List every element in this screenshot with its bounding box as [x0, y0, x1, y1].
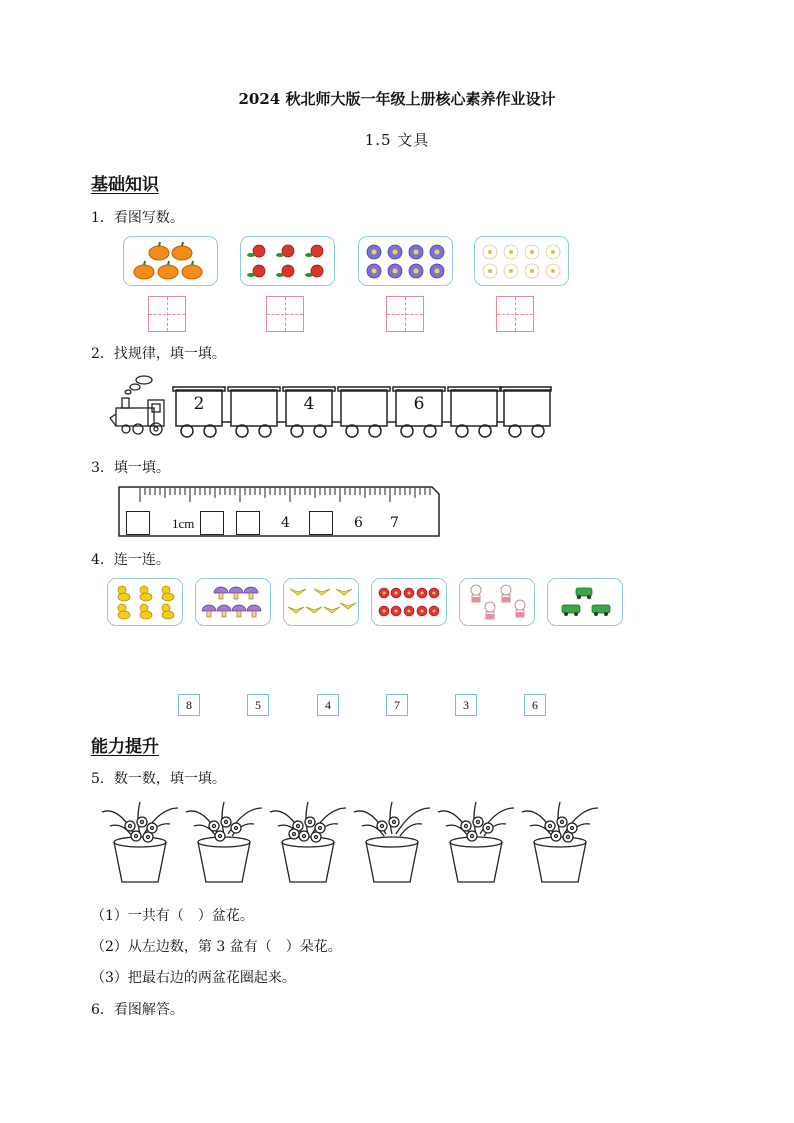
ruler-blank-2[interactable] [200, 511, 224, 535]
question-6-label: 6．看图解答。 [91, 1002, 184, 1018]
rose-icon [241, 237, 334, 285]
match-number-3[interactable]: 4 [317, 694, 339, 716]
ruler-unit-label: 1cm [172, 516, 195, 531]
flower-pot-4 [354, 802, 430, 882]
match-number-2[interactable]: 5 [247, 694, 269, 716]
picture-kittens [459, 578, 535, 626]
match-number-1[interactable]: 8 [178, 694, 200, 716]
question-5-sub-2: （2）从左边数，第 3 盆有（ ）朵花。 [91, 939, 342, 955]
ruler-number-7: 7 [390, 515, 399, 531]
flower-pot-5 [438, 802, 514, 882]
picture-cars [547, 578, 623, 626]
picture-ducks [107, 578, 183, 626]
bird-icon [284, 579, 358, 625]
ruler-blank-0[interactable] [126, 511, 150, 535]
match-number-4[interactable]: 7 [386, 694, 408, 716]
flower-pot-1 [102, 802, 178, 882]
ruler-number-4: 4 [281, 515, 290, 531]
picture-pumpkins [123, 236, 218, 286]
picture-birds [283, 578, 359, 626]
ruler-number-6: 6 [354, 515, 363, 531]
page-subtitle: 1.5 文具 [364, 131, 430, 149]
pumpkin-icon [124, 237, 217, 285]
question-4-label: 4．连一连。 [91, 552, 170, 568]
kitten-icon [460, 579, 534, 625]
answer-grid-2[interactable] [266, 296, 304, 332]
picture-red-flowers [371, 578, 447, 626]
section-basic: 基础知识 [91, 175, 159, 195]
question-5-sub-3: （3）把最右边的两盆花圈起来。 [91, 970, 296, 986]
question-1-label: 1．看图写数。 [91, 210, 184, 226]
answer-grid-4[interactable] [496, 296, 534, 332]
duck-icon [108, 579, 182, 625]
toy-car-icon [548, 579, 622, 625]
match-number-5[interactable]: 3 [455, 694, 477, 716]
page-title: 2024 秋北师大版一年级上册核心素养作业设计 [238, 90, 556, 108]
question-5-label: 5．数一数，填一填。 [91, 771, 226, 787]
section-ability: 能力提升 [91, 737, 159, 757]
flower-pot-6 [522, 802, 598, 882]
picture-purple-flowers [358, 236, 453, 286]
question-2-label: 2．找规律，填一填。 [91, 346, 226, 362]
flower-pots [92, 800, 602, 888]
mushroom-icon [196, 579, 270, 625]
question-3-label: 3．填一填。 [91, 460, 170, 476]
picture-mushrooms [195, 578, 271, 626]
question-5-sub-1: （1）一共有（ ）盆花。 [91, 908, 254, 924]
flower-pot-2 [186, 802, 262, 882]
answer-grid-3[interactable] [386, 296, 424, 332]
match-number-6[interactable]: 6 [524, 694, 546, 716]
locomotive-icon [108, 374, 176, 436]
red-flower-icon [372, 579, 446, 625]
flower-pot-3 [270, 802, 346, 882]
train-car-3-number: 4 [303, 394, 315, 414]
train-car-5-number: 6 [413, 394, 425, 414]
train-cars [172, 386, 552, 438]
picture-white-flowers [474, 236, 569, 286]
ruler-blank-5[interactable] [309, 511, 333, 535]
ruler-blank-3[interactable] [236, 511, 260, 535]
white-flower-icon [475, 237, 568, 285]
answer-grid-1[interactable] [148, 296, 186, 332]
picture-roses [240, 236, 335, 286]
train-car-1-number: 2 [193, 394, 205, 414]
purple-flower-icon [359, 237, 452, 285]
